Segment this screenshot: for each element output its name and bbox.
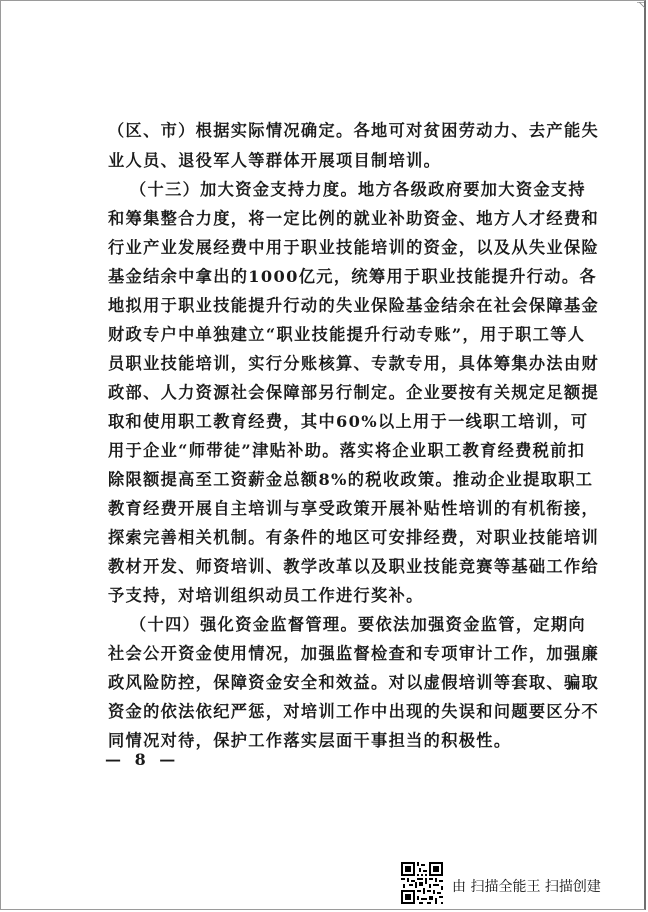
text-line: 和筹集整合力度，将一定比例的就业补助资金、地方人才经费和 [108,209,600,228]
page-number: — 8 — [105,750,180,769]
text-line: （区、市）根据实际情况确定。各地可对贫困劳动力、去产能失 [108,121,600,140]
text-line: 基金结余中拿出的1000亿元，统筹用于职业技能提升行动。各 [108,267,597,286]
section-heading-line: （十四）强化资金监督管理。要依法加强资金监管，定期向 [130,615,586,634]
text-line: 员职业技能培训，实行分账核算、专款专用，具体筹集办法由财 [108,354,600,373]
section-heading-line: （十三）加大资金支持力度。地方各级政府要加大资金支持 [130,180,586,199]
text-line: 探索完善相关机制。有条件的地区可安排经费，对职业技能培训 [108,528,600,547]
text-line: 教育经费开展自主培训与享受政策开展补贴性培训的有机衔接， [108,499,600,518]
text-line: 予支持，对培训组织动员工作进行奖补。 [108,586,424,605]
text-line: 除限额提高至工资薪金总额8%的税收政策。推动企业提取职工 [108,470,594,489]
text-line: 政部、人力资源社会保障部另行制定。企业要按有关规定足额提 [108,383,600,402]
text-line: 用于企业“师带徒”津贴补助。落实将企业职工教育经费税前扣 [108,441,586,460]
scanner-watermark-text: 由 扫描全能王 扫描创建 [452,879,601,895]
text-line: 业人员、退役军人等群体开展项目制培训。 [108,151,442,170]
qr-code-icon [401,862,443,904]
text-line: 同情况对待，保护工作落实层面干事担当的积极性。 [108,731,512,750]
fold-corner-icon [637,2,645,10]
text-line: 财政专户中单独建立“职业技能提升行动专账”，用于职工等人 [108,325,586,344]
text-line: 教材开发、师资培训、教学改革以及职业技能竞赛等基础工作给 [108,557,600,576]
text-line: 社会公开资金使用情况，加强监督检查和专项审计工作，加强廉 [108,644,600,663]
text-line: 行业产业发展经费中用于职业技能培训的资金，以及从失业保险 [108,238,600,257]
text-line: 资金的依法依纪严惩，对培训工作中出现的失误和问题要区分不 [108,702,600,721]
text-line: 地拟用于职业技能提升行动的失业保险基金结余在社会保障基金 [108,296,600,315]
text-line: 取和使用职工教育经费，其中60%以上用于一线职工培训，可 [108,412,589,431]
text-line: 政风险防控，保障资金安全和效益。对以虚假培训等套取、骗取 [108,673,600,692]
